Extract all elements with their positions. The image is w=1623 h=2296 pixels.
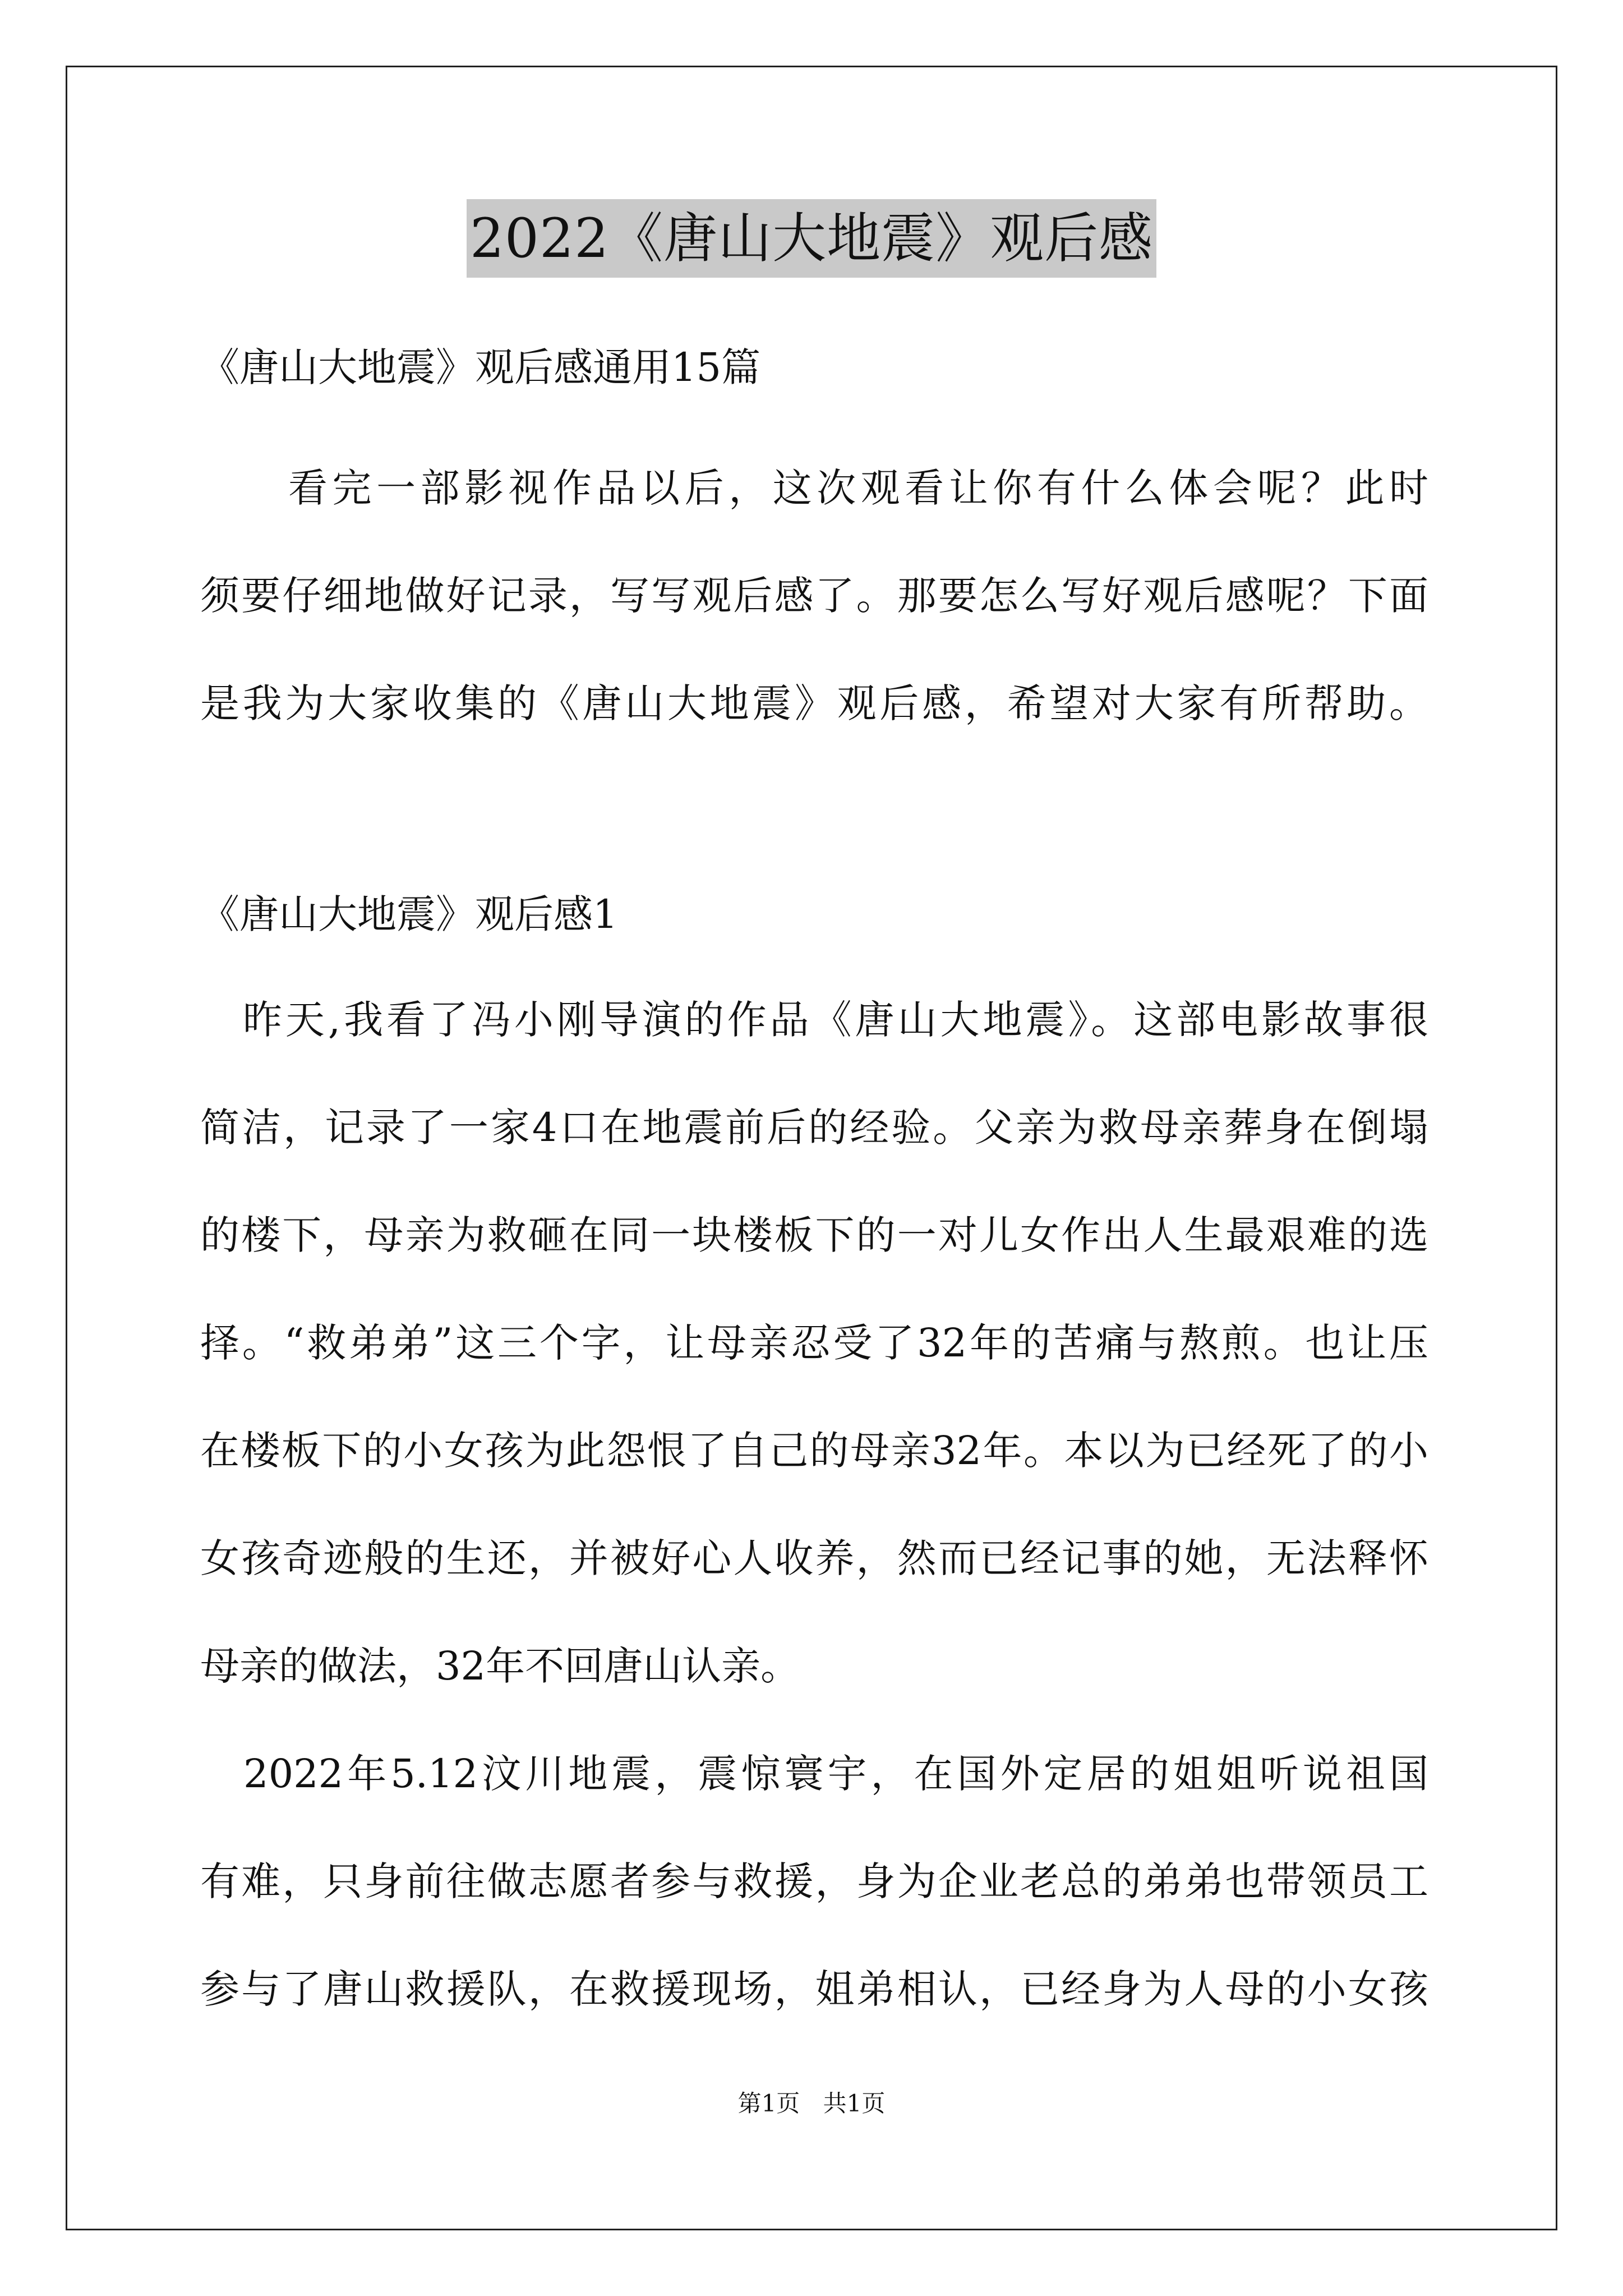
para1-line-3: 的楼下，母亲为救砸在同一块楼板下的一对儿女作出人生最艰难的选 <box>200 1212 1428 1258</box>
para1-line-6: 女孩奇迹般的生还，并被好心人收养，然而已经记事的她，无法释怀 <box>200 1535 1428 1581</box>
title-container <box>0 199 1623 278</box>
para1-line-4: 择。“救弟弟”这三个字，让母亲忍受了32年的苦痛与熬煎。也让压 <box>200 1320 1428 1366</box>
page-number: 第1页 <box>737 2090 800 2117</box>
document-subtitle: 《唐山大地震》观后感通用15篇 <box>200 344 761 390</box>
section-heading: 《唐山大地震》观后感1 <box>200 891 618 937</box>
para1-line-7: 母亲的做法，32年不回唐山认亲。 <box>200 1643 800 1689</box>
para1-line-5: 在楼板下的小女孩为此怨恨了自己的母亲32年。本以为已经死了的小 <box>200 1428 1428 1474</box>
page-footer <box>0 2087 1623 2120</box>
para2-line-3: 参与了唐山救援队，在救援现场，姐弟相认，已经身为人母的小女孩 <box>200 1966 1428 2012</box>
page-total: 共1页 <box>823 2090 886 2117</box>
intro-line-3: 是我为大家收集的《唐山大地震》观后感，希望对大家有所帮助。 <box>200 680 1428 726</box>
intro-line-1: 看完一部影视作品以后，这次观看让你有什么体会呢？此时 <box>200 465 1428 511</box>
document-title: 2022《唐山大地震》观后感 <box>467 199 1156 278</box>
para1-line-2: 简洁，记录了一家4口在地震前后的经验。父亲为救母亲葬身在倒塌 <box>200 1105 1428 1151</box>
para2-line-1: 2022年5.12汶川地震，震惊寰宇，在国外定居的姐姐听说祖国 <box>200 1751 1428 1797</box>
para2-line-2: 有难，只身前往做志愿者参与救援，身为企业老总的弟弟也带领员工 <box>200 1858 1428 1904</box>
intro-line-2: 须要仔细地做好记录，写写观后感了。那要怎么写好观后感呢？下面 <box>200 573 1428 619</box>
para1-line-1: 昨天,我看了冯小刚导演的作品《唐山大地震》。这部电影故事很 <box>200 997 1428 1043</box>
